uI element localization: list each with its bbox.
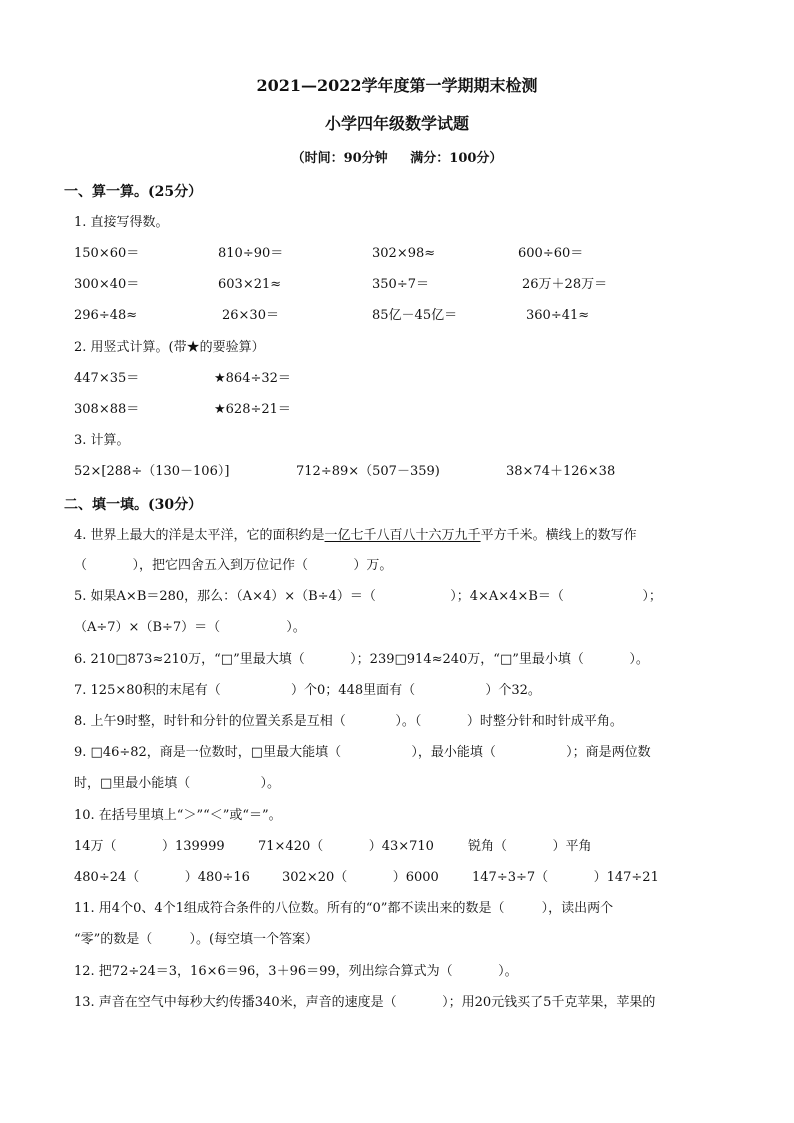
calc-item: 712÷89×（507－359) <box>296 464 440 479</box>
question-line: 8. 上午9时整，时针和分针的位置关系是互相（ ）。（ ）时整分针和时针成平角。 <box>74 714 623 729</box>
question-line: 11. 用4个0、4个1组成符合条件的八位数。所有的“0”都不读出来的数是（ ），读出两个 <box>74 901 614 916</box>
calc-item: 810÷90＝ <box>218 246 284 261</box>
calc-item: ★628÷21＝ <box>214 402 291 417</box>
calc-item: 360÷41≈ <box>526 308 590 323</box>
calc-item: 296÷48≈ <box>74 308 138 323</box>
calc-item: 308×88＝ <box>74 402 140 417</box>
section-heading: 二、填一填。(30分） <box>64 497 203 513</box>
compare-item: 302×20（ ）6000 <box>282 870 439 885</box>
exam-title: 2021—2022学年度第一学期期末检测 <box>256 76 538 95</box>
calc-item: 300×40＝ <box>74 277 140 292</box>
calc-item: ★864÷32＝ <box>214 371 291 386</box>
question-label: 3. 计算。 <box>74 433 130 448</box>
calc-item: 603×21≈ <box>218 277 282 292</box>
compare-item: 147÷3÷7（ ）147÷21 <box>472 870 659 885</box>
calc-item: 38×74＋126×38 <box>506 464 616 479</box>
section-heading: 一、算一算。(25分） <box>64 184 203 200</box>
compare-item: 480÷24（ ）480÷16 <box>74 870 250 885</box>
question-line: 7. 125×80积的末尾有（ ）个0；448里面有（ ）个32。 <box>74 683 541 698</box>
question-line: 时，□里最小能填（ ）。 <box>74 776 281 791</box>
question-line: 9. □46÷82，商是一位数时，□里最大能填（ ），最小能填（ ）；商是两位数 <box>74 745 651 760</box>
question-label: 1. 直接写得数。 <box>74 215 169 230</box>
question-line: 12. 把72÷24＝3，16×6＝96，3＋96＝99，列出综合算式为（ ）。 <box>74 964 518 979</box>
question-line: 10. 在括号里填上“＞”“＜”或“＝”。 <box>74 808 282 823</box>
question-line: （A÷7）×（B÷7）＝（ ）。 <box>74 620 306 635</box>
question-line <box>74 528 637 544</box>
question-label: 2. 用竖式计算。(带★的要验算） <box>74 340 265 355</box>
calc-item: 447×35＝ <box>74 371 140 386</box>
compare-item: 71×420（ ）43×710 <box>258 839 434 854</box>
calc-item: 85亿－45亿＝ <box>372 308 458 323</box>
calc-item: 52×[288÷（130－106）] <box>74 464 230 479</box>
calc-item: 26×30＝ <box>222 308 279 323</box>
compare-item: 14万（ ）139999 <box>74 839 225 854</box>
compare-item: 锐角（ ）平角 <box>468 839 592 854</box>
question-line: （ ），把它四舍五入到万位记作（ ）万。 <box>74 558 393 573</box>
question-line: “零”的数是（ ）。(每空填一个答案） <box>74 932 319 947</box>
exam-meta: （时间：90分钟 满分：100分） <box>291 151 503 166</box>
question-text: 平方千米。横线上的数写作 <box>480 528 637 543</box>
calc-item: 600÷60＝ <box>518 246 584 261</box>
question-line: 13. 声音在空气中每秒大约传播340米，声音的速度是（ ）；用20元钱买了5千克苹果，苹果的 <box>74 995 656 1010</box>
calc-item: 350÷7＝ <box>372 277 429 292</box>
exam-subtitle: 小学四年级数学试题 <box>324 114 469 133</box>
calc-item: 26万＋28万＝ <box>522 277 608 292</box>
question-text: 4. 世界上最大的洋是太平洋，它的面积约是 <box>74 528 325 543</box>
calc-item: 302×98≈ <box>372 246 436 261</box>
underlined-number-words: 一亿七千八百八十六万九千 <box>324 528 481 543</box>
question-line: 5. 如果A×B＝280，那么：（A×4）×（B÷4）＝（ ）；4×A×4×B＝（ ）； <box>74 589 662 604</box>
calc-item: 150×60＝ <box>74 246 140 261</box>
question-line: 6. 210□873≈210万，“□”里最大填（ ）；239□914≈240万，“□”里最小填（ ）。 <box>74 652 649 667</box>
